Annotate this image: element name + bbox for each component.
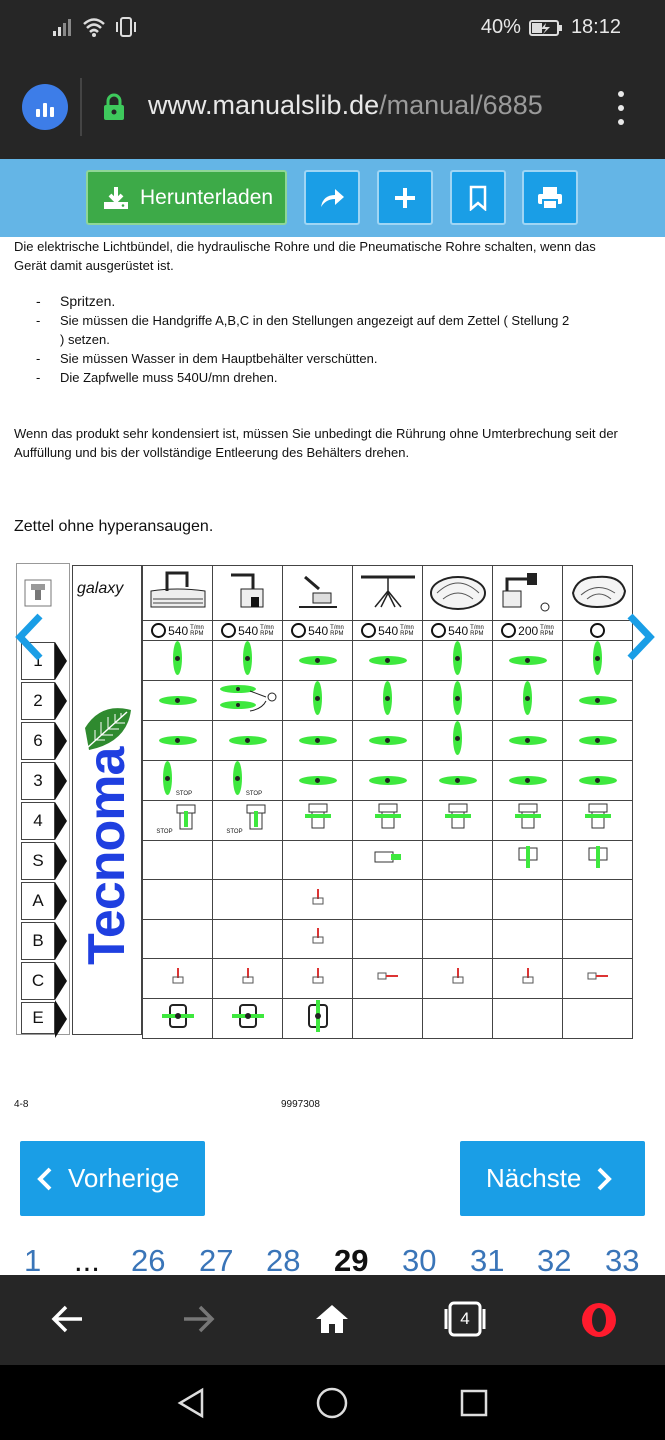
clock: 18:12 [570,16,621,38]
signal-icon [52,17,74,37]
nozzle-valve-icon [585,844,611,870]
lever-horizontal-icon [369,656,407,665]
lever-horizontal-icon [229,736,267,745]
lever-double-arrow-icon [216,681,280,715]
stop-label: STOP [245,791,263,797]
battery-charging-icon [529,18,563,38]
lever-horizontal-icon [579,776,617,785]
list-item: - Sie müssen Wasser in dem Hauptbehälter verschütten. [36,349,576,368]
rpm-unit: T/mn [260,624,274,631]
rpm-dial-icon [501,623,516,638]
filter-valve-icon [583,802,613,834]
lever-horizontal-icon [509,736,547,745]
leaf-logo-icon [81,702,135,754]
pagination [0,1243,665,1275]
table-row [143,959,633,999]
url-path: /manual/6885 [379,90,543,120]
instruction-list [36,292,576,387]
system-recents-icon[interactable] [460,1389,488,1417]
nozzle-valve-icon [373,847,403,867]
valve-icon [23,576,53,608]
brand-wordmark: Tecnoma [78,747,136,965]
table-row [143,641,633,681]
lever-horizontal-icon [159,696,197,705]
home-icon[interactable] [314,1303,350,1335]
lever-horizontal-icon [369,776,407,785]
divider [80,78,82,136]
previous-label: Vorherige [68,1163,180,1193]
share-icon [318,186,346,210]
rpm-unit: T/mn [470,624,484,631]
page-link[interactable]: 27 [199,1243,234,1275]
filter-valve-icon [303,802,333,834]
row-label: E [21,1002,55,1034]
lever-vertical-icon [453,681,462,715]
page-link[interactable]: 28 [266,1243,301,1275]
rpm-unit: RPM [190,630,204,637]
rpm-cell [423,621,493,641]
lever-vertical-icon [453,641,462,675]
page-link[interactable]: 31 [470,1243,505,1275]
table-row [143,840,633,880]
rpm-unit: RPM [260,630,274,637]
lever-vertical-icon [383,681,392,715]
table-row [143,919,633,959]
row-label: 3 [21,762,55,800]
rpm-value: 540 [238,623,259,638]
opera-menu-icon[interactable] [580,1301,618,1339]
download-icon [102,185,130,211]
rpm-dial-icon [151,623,166,638]
paragraph-intro: Die elektrische Lichtbündel, die hydraulische Rohre und die Pneumatische Rohre schalten, wenn das Gerät damit ausgerüstet ist. [14,239,596,273]
rpm-unit: RPM [540,630,554,637]
rpm-unit: RPM [330,630,344,637]
table-row [143,621,633,641]
rpm-unit: T/mn [330,624,344,631]
page-current: 29 [334,1243,369,1275]
previous-page-button[interactable] [20,1141,205,1216]
tap-valve-icon [171,967,185,985]
system-navigation-bar [0,1365,665,1440]
download-button[interactable] [86,170,287,225]
lever-horizontal-icon [369,736,407,745]
mode-icon [353,566,423,621]
browser-bottom-bar [0,1275,665,1365]
page-link[interactable]: 30 [402,1243,437,1275]
rpm-value: 540 [168,623,189,638]
rpm-dial-icon [590,623,605,638]
rpm-value: 200 [518,623,539,638]
browser-address-bar [0,56,665,159]
tap-valve-icon [521,967,535,985]
rpm-cell [353,621,423,641]
mode-icon [283,566,353,621]
system-home-icon[interactable] [316,1387,348,1419]
list-item: - Sie müssen die Handgriffe A,B,C in den Stellungen angezeigt auf dem Zettel ( Stellung 2 ) setzen. [36,311,576,349]
tap-valve-icon [241,967,255,985]
wifi-icon [82,17,106,37]
page-link[interactable]: 26 [131,1243,166,1275]
rpm-cell [213,621,283,641]
prev-arrow-icon[interactable] [10,612,52,662]
table-row [143,801,633,841]
lever-horizontal-icon [439,776,477,785]
add-button[interactable] [377,170,433,225]
lever-horizontal-icon [579,696,617,705]
url-domain: www.manualslib.de [148,90,380,120]
lever-horizontal-icon [579,736,617,745]
filter-valve-icon [443,802,473,834]
filter-valve-icon [373,802,403,834]
nozzle-valve-icon [515,844,541,870]
page-ellipsis: ... [74,1243,100,1275]
next-arrow-icon[interactable] [618,612,660,662]
row-label: B [21,922,55,960]
row-label: S [21,842,55,880]
lever-horizontal-icon [299,776,337,785]
bookmark-button[interactable] [450,170,506,225]
stop-label: STOP [156,828,173,835]
tap-valve-icon [311,927,325,945]
row-label: C [21,962,55,1000]
stop-label: STOP [175,791,193,797]
list-item: - Die Zapfwelle muss 540U/mn drehen. [36,368,576,387]
lever-vertical-icon [523,681,532,715]
rpm-cell [493,621,563,641]
rpm-dial-icon [221,623,236,638]
overflow-menu-icon[interactable] [614,91,628,125]
row-label: 4 [21,802,55,840]
brand-panel [72,565,142,1035]
table-caption: Zettel ohne hyperansaugen. [14,518,214,535]
tabs-button[interactable] [444,1301,486,1337]
document-toolbar [0,159,665,237]
table-row [143,681,633,721]
chevron-right-icon [595,1166,613,1192]
url-field[interactable] [148,90,584,121]
lock-icon [102,93,126,121]
document-viewer[interactable] [0,237,665,1275]
row-label: 2 [21,682,55,720]
lever-vertical-icon [233,761,242,795]
tap-valve-horizontal-icon [587,970,609,982]
page-link[interactable]: 33 [605,1243,640,1275]
list-item: - Spritzen. [36,292,576,311]
print-button[interactable] [522,170,578,225]
tap-valve-icon [311,967,325,985]
mode-icon [423,566,493,621]
table-row [143,761,633,801]
lever-vertical-icon [593,641,602,675]
filter-valve-icon [243,803,269,833]
mode-icon [143,566,213,621]
paragraph-warning: Wenn das produkt sehr kondensiert ist, müssen Sie unbedingt die Rührung ohne Umterbrechung seit der Auffüllung und bis der vollständige Entleerung des Behälters drehen. [14,426,618,460]
plus-icon [393,186,417,210]
page-link[interactable]: 1 [24,1243,42,1275]
bookmark-icon [468,185,488,211]
rpm-unit: RPM [470,630,484,637]
row-label: 6 [21,722,55,760]
rpm-unit: RPM [400,630,414,637]
system-icons [52,16,138,38]
forward-icon[interactable] [182,1303,216,1335]
table-row [143,721,633,761]
table-row [143,880,633,920]
mode-icon [213,566,283,621]
lever-horizontal-icon [159,736,197,745]
lever-horizontal-icon [509,776,547,785]
filter-valve-icon [513,802,543,834]
mode-icon [493,566,563,621]
lever-vertical-icon [243,641,252,675]
page-number-footer: 4-8 [14,1099,29,1110]
rpm-value: 540 [378,623,399,638]
table-row [143,998,633,1038]
row-label: 1 [21,642,55,680]
settings-grid [142,565,633,1039]
rpm-value: 540 [308,623,329,638]
lever-vertical-icon [163,761,172,795]
system-back-icon[interactable] [176,1387,206,1419]
rpm-value: 540 [448,623,469,638]
lever-horizontal-icon [299,656,337,665]
next-page-button[interactable] [460,1141,645,1216]
lever-vertical-icon [173,641,182,675]
print-icon [536,185,564,211]
rpm-unit: T/mn [400,624,414,631]
rpm-cell [143,621,213,641]
stop-label: STOP [226,828,243,835]
status-bar [0,0,665,56]
tap-valve-horizontal-icon [377,970,399,982]
page-link[interactable]: 32 [537,1243,572,1275]
download-label: Herunterladen [140,185,274,209]
rpm-dial-icon [291,623,306,638]
tabs-count: 4 [460,1309,470,1328]
rpm-cell [283,621,353,641]
rpm-dial-icon [361,623,376,638]
back-icon[interactable] [50,1303,84,1335]
cross-valve-icon [231,1002,265,1030]
share-button[interactable] [304,170,360,225]
next-label: Nächste [486,1163,582,1193]
tap-valve-icon [311,888,325,906]
rpm-unit: T/mn [190,624,204,631]
vibrate-icon [114,16,138,38]
chevron-left-icon [36,1166,54,1192]
stats-icon[interactable] [22,84,68,130]
lever-vertical-icon [313,681,322,715]
row-label: A [21,882,55,920]
lever-vertical-icon [453,721,462,755]
cross-valve-icon [161,1002,195,1030]
battery-percent: 40% [480,16,521,38]
rpm-dial-icon [431,623,446,638]
lever-horizontal-icon [299,736,337,745]
model-name: galaxy [77,580,124,597]
lever-horizontal-icon [509,656,547,665]
document-code: 9997308 [281,1099,320,1110]
tap-valve-icon [451,967,465,985]
cross-valve-icon [303,999,333,1033]
table-row [143,566,633,621]
rpm-unit: T/mn [540,624,554,631]
filter-valve-icon [173,803,199,833]
valve-position-table [16,563,633,1035]
